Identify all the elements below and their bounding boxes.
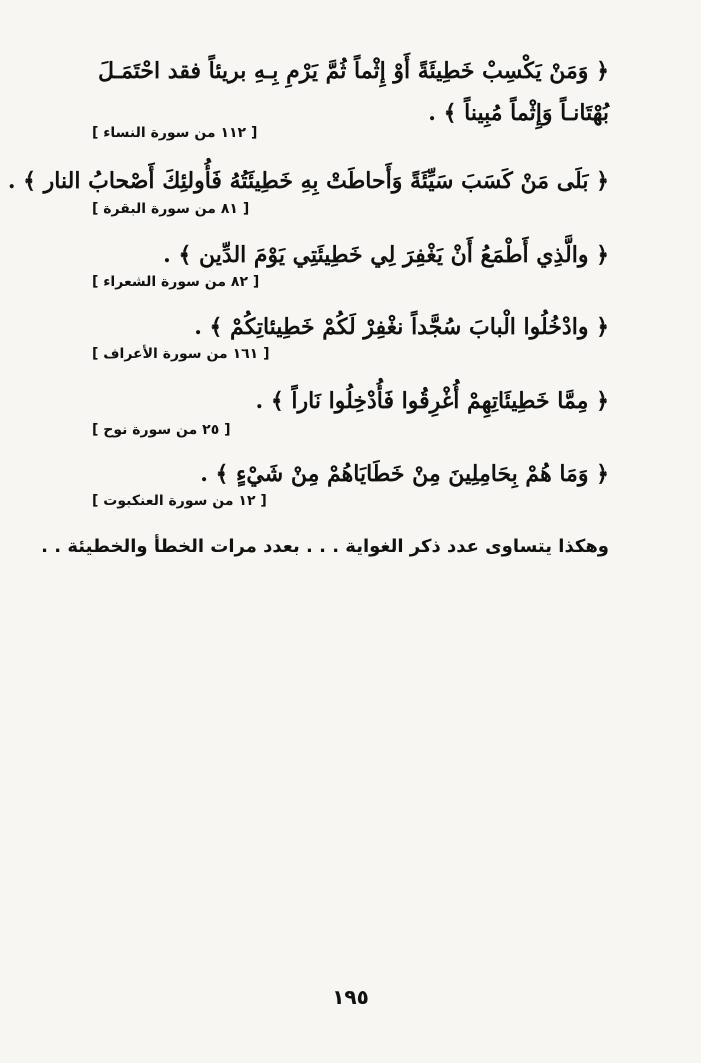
verse-1: ﴿ وَمَنْ يَكْسِبْ خَطِيئَةً أَوْ إِثْماً ثُمَّ يَرْمِ بِـهِ بريئاً فقد احْتَمَـلَ بُهْتَانـاً وَإِثْماً مُبِيناً ﴾ . — [97, 58, 609, 126]
verse-5-reference: [ ٢٥ من سورة نوح ] — [92, 422, 231, 438]
verse-2: ﴿ بَلَى مَنْ كَسَبَ سَيِّئَةً وَأَحاطَتْ بِهِ خَطِيئَتُهُ فَأُولئِكَ أَصْحابُ النار ﴾ . — [7, 168, 609, 194]
verse-3: ﴿ والَّذِي أَطْمَعُ أَنْ يَغْفِرَ لِي خَطِيئَتِي يَوْمَ الدِّين ﴾ . — [163, 242, 609, 268]
verse-6: ﴿ وَمَا هُمْ بِحَامِلِينَ مِنْ خَطَايَاهُمْ مِنْ شَيْءٍ ﴾ . — [200, 461, 609, 487]
verse-4: ﴿ وادْخُلُوا الْبابَ سُجَّداً نغْفِرْ لَكُمْ خَطِيئاتِكُمْ ﴾ . — [194, 314, 609, 340]
verse-1-reference: [ ١١٢ من سورة النساء ] — [92, 125, 258, 141]
verse-6-reference: [ ١٢ من سورة العنكبوت ] — [92, 493, 267, 509]
page-number: ١٩٥ — [332, 985, 369, 1009]
summary-paragraph: وهكذا يتساوى عدد ذكر الغواية . . . بعدد مرات الخطأ والخطيئة . . — [41, 536, 609, 557]
verse-4-reference: [ ١٦١ من سورة الأعراف ] — [92, 346, 270, 362]
verse-3-reference: [ ٨٢ من سورة الشعراء ] — [92, 274, 260, 290]
verse-5: ﴿ مِمَّا خَطِيئَاتِهِمْ أُغْرِقُوا فَأُدْخِلُوا نَاراً ﴾ . — [255, 388, 609, 414]
verse-2-reference: [ ٨١ من سورة البقرة ] — [92, 201, 250, 217]
